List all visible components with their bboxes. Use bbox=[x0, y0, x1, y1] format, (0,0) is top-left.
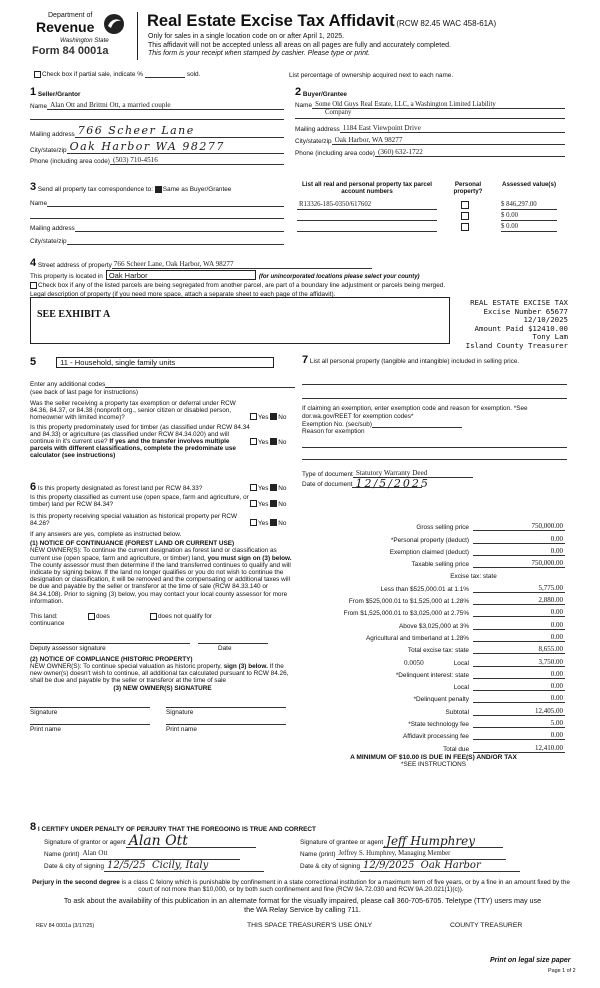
grantor-signature[interactable]: Alan Ott bbox=[126, 836, 256, 848]
technology-fee[interactable]: 5.00 bbox=[473, 719, 565, 728]
treasurer-use-only: THIS SPACE TREASURER'S USE ONLY bbox=[247, 922, 373, 929]
legal-description: SEE EXHIBIT A bbox=[37, 309, 111, 320]
assessed-value[interactable]: $ 846,297.00 bbox=[501, 201, 557, 210]
location-select[interactable]: Oak Harbor bbox=[106, 270, 256, 280]
assessed-value[interactable]: $ 0.00 bbox=[501, 212, 557, 221]
exemption-number[interactable] bbox=[372, 420, 462, 428]
agency-logo bbox=[22, 12, 132, 58]
same-as-buyer-checkbox[interactable] bbox=[155, 186, 162, 193]
timber-yes-checkbox[interactable] bbox=[250, 438, 257, 445]
excise-tier-amount[interactable]: 5,775.00 bbox=[473, 584, 565, 593]
seller-section: 1 Seller/Grantor Name Alan Ott and Brittni Ott, a married couple Mailing address 766 Scheer Lane City/state/zip Oak Harbor WA 98277 Phone (including area code) (503) 710-4516 bbox=[30, 86, 284, 165]
grantee-signature[interactable]: Jeff Humphrey bbox=[383, 836, 503, 848]
form-revision: REV 84 0001a (3/17/25) bbox=[36, 923, 95, 929]
grantor-print-name[interactable]: Alan Ott bbox=[80, 848, 240, 860]
parcel-row bbox=[297, 210, 565, 221]
delinquent-interest-local[interactable]: 0.00 bbox=[473, 682, 565, 691]
county-treasurer: COUNTY TREASURER bbox=[450, 922, 523, 929]
local-rate: 0.0050 bbox=[403, 658, 424, 667]
partial-sale-percent[interactable] bbox=[145, 71, 185, 78]
total-due[interactable]: 12,410.00 bbox=[473, 744, 565, 753]
buyer-section: 2 Buyer/Grantee Name Some Old Guys Real Estate, LLC, a Washington Limited Liability Company Mailing address 1184 East Viewpoint Drive City/state/zip Oak Harbor, WA 98277 Phone (including area code) (360) 632-1722 bbox=[295, 86, 565, 157]
parcel-number[interactable] bbox=[297, 212, 437, 221]
exemption-no-checkbox[interactable] bbox=[270, 413, 277, 420]
seller-city[interactable]: Oak Harbor WA 98277 bbox=[67, 140, 284, 154]
agency-line1: Department of bbox=[48, 12, 93, 19]
price-amount[interactable]: 0.00 bbox=[473, 535, 565, 544]
personal-property-checkbox[interactable] bbox=[461, 223, 469, 231]
seller-name[interactable]: Alan Ott and Brittni Ott, a married couple bbox=[47, 101, 284, 110]
personal-property-list[interactable] bbox=[302, 371, 567, 385]
agency-line2: Revenue bbox=[36, 19, 95, 35]
excise-tier-amount[interactable]: 8,655.00 bbox=[473, 645, 565, 654]
certification-section: 8 I CERTIFY UNDER PENALTY OF PERJURY THAT THE FOREGOING IS TRUE AND CORRECT Signature of grantor or agent Alan Ott Name (print) Alan Ott Date & city of signing 12/5/25 Cicily, Italy Signature of grantee or agent Jeff Humphrey Name (print) Jeffrey S. Humphrey, Managing Member Date & city of signing 12/9/2025 Oak Harbor bbox=[30, 821, 570, 872]
excise-tier-row: From $1,525,000.01 to $3,025,000 at 2.75% 0.00 bbox=[343, 608, 563, 618]
page-title: Real Estate Excise Tax Affidavit (RCW 82.45 WAC 458-61A) bbox=[147, 12, 497, 30]
price-amount[interactable]: 0.00 bbox=[473, 547, 565, 556]
correspondence-city[interactable] bbox=[67, 237, 284, 245]
treasurer-stamp: REAL ESTATE EXCISE TAX Excise Number 65677 12/10/2025 Amount Paid $12410.00 Tony Lam Island County Treasurer bbox=[465, 298, 568, 350]
buyer-city[interactable]: Oak Harbor, WA 98277 bbox=[332, 136, 565, 145]
partial-sale-checkbox[interactable] bbox=[34, 71, 41, 78]
parcel-number[interactable] bbox=[297, 223, 437, 232]
excise-tier-row: Less than $525,000.01 at 1.1% 5,775.00 bbox=[380, 583, 563, 593]
local-tax[interactable]: 3,750.00 bbox=[473, 658, 565, 667]
timber-no-checkbox[interactable] bbox=[270, 438, 277, 445]
legal-description-box[interactable] bbox=[30, 297, 450, 344]
forest-no-checkbox[interactable] bbox=[270, 484, 277, 491]
correspondence-name[interactable] bbox=[47, 199, 284, 207]
deputy-assessor-signature[interactable]: Deputy assessor signature bbox=[30, 643, 190, 652]
use-code-select[interactable]: 11 - Household, single family units bbox=[56, 357, 274, 368]
excise-tier-row: Total excise tax: state 8,655.00 bbox=[407, 645, 563, 655]
price-amount[interactable]: 750,000.00 bbox=[473, 559, 565, 568]
segregated-checkbox[interactable] bbox=[30, 282, 37, 289]
parcels-table: List all real and personal property tax parcel account numbers Personal property? Assessed value(s) R13326-185-0350/617602 $ 846,297.00 $ 0.00 $ 0.00 bbox=[297, 181, 565, 232]
partial-sale-row: Check box if partial sale, indicate % sold. bbox=[34, 71, 200, 78]
perjury-notice: Perjury in the second degree is a class C felony which is punishable by confinement in a state correctional institution for a maximum term of five years, or by a fine in an amount fixed by the court of not more than $10,000, or by both such confinement and fine (RCW 9A.72.030 and RCW 9A.20.021(1)(c)). bbox=[32, 879, 570, 893]
header-notes: Only for sales in a single location code on or after April 1, 2025. This affidavit will not be accepted unless all areas on all pages are fully and accurately completed. This form is your receipt when stamped by cashier. Please type or print. bbox=[148, 33, 451, 58]
price-row: Taxable selling price 750,000.00 bbox=[411, 559, 563, 569]
grantee-print-name[interactable]: Jeffrey S. Humphrey, Managing Member bbox=[336, 848, 506, 860]
buyer-phone[interactable]: (360) 632-1722 bbox=[375, 148, 565, 157]
does-checkbox[interactable] bbox=[88, 613, 95, 620]
new-owner-signature-2[interactable]: Signature bbox=[166, 707, 286, 716]
document-type[interactable]: Statutory Warranty Deed bbox=[353, 470, 473, 478]
forest-yes-checkbox[interactable] bbox=[250, 484, 257, 491]
excise-tier-amount[interactable]: 0.00 bbox=[473, 621, 565, 630]
subtotal[interactable]: 12,405.00 bbox=[473, 707, 565, 716]
correspondence-mailing[interactable] bbox=[75, 224, 284, 232]
property-street[interactable]: 766 Scheer Lane, Oak Harbor, WA 98277 bbox=[112, 260, 372, 269]
correspondence-section: 3 Send all property tax correspondence to: Same as Buyer/Grantee Name Mailing address City/state/zip bbox=[30, 181, 284, 245]
seller-mailing[interactable]: 766 Scheer Lane bbox=[75, 124, 284, 138]
use-code-section: 5 11 - Household, single family units Enter any additional codes (see back of last page for instructions) Was the seller receiving a property tax exemption or deferral under RCW 84.36, 84.37, or 84.38 (nonprofit org., senior citizen or disabled person, homeowner with limited income)? Yes No Is this property predominately used for timber (as classified under RCW 84.34 and 84.33) or agriculture (as classified under RCW 84.34.020) and will continue in it's current use? If yes and the transfer involves multiple parcels with different classifications, complete the predominate use calculator (see instructions) Yes No bbox=[30, 356, 295, 459]
assessed-value[interactable]: $ 0.00 bbox=[501, 223, 557, 232]
price-row: Gross selling price 750,000.00 bbox=[416, 522, 563, 532]
ownership-note: List percentage of ownership acquired next to each name. bbox=[289, 72, 454, 79]
excise-tier-amount[interactable]: 0.00 bbox=[473, 608, 565, 617]
parcel-row bbox=[297, 221, 565, 232]
personal-property-section: 7 List all personal property (tangible and intangible) included in selling price. If claiming an exemption, enter exemption code and reason for exemption. *See dor.wa.gov/REET for exemption codes* Exemption No. (sec/sub) Reason for exemption Type of document Statutory Warranty Deed Date of document 12/5/2025 bbox=[302, 357, 567, 488]
paper-size-note: Print on legal size paper bbox=[490, 957, 571, 964]
current-use-no-checkbox[interactable] bbox=[270, 500, 277, 507]
additional-codes[interactable] bbox=[105, 380, 295, 388]
excise-tier-amount[interactable]: 2,880.00 bbox=[473, 596, 565, 605]
personal-property-checkbox[interactable] bbox=[461, 212, 469, 220]
buyer-name[interactable]: Some Old Guys Real Estate, LLC, a Washington Limited Liability bbox=[312, 101, 565, 109]
seller-phone[interactable]: (503) 710-4516 bbox=[110, 156, 284, 165]
new-owner-signature-1[interactable]: Signature bbox=[30, 707, 150, 716]
affidavit-fee[interactable]: 0.00 bbox=[473, 731, 565, 740]
excise-tier-row: Agricultural and timberland at 1.28% 0.00 bbox=[365, 632, 563, 642]
designation-section: 6 Is this property designated as forest land per RCW 84.33? Yes No Is this property classified as current use (open space, farm and agriculture, or timber) land per RCW 84.34? Yes No Is this property receiving special valuation as historical property per RCW 84.26? Yes No If any answers are yes, complete as instructed below. (1) NOTICE OF CONTINUANCE (FOREST LAND OR CURRENT USE) NEW OWNER(S): To continue the current designation as forest land or classification as current use (open space, farm and agriculture, or timber) land, you must sign on (3) below. The county assessor must then determine if the land transferred continues to qualify and will indicate by signing below. If the land no longer qualifies or you do not wish to continue the designation or classification, it will be removed and the compensating or additional taxes will be due and payable by the seller or transferor at the time of sale (RCW 84.33.140 or 84.34.108). Prior to signing (3) below, you may contact your local county assessor for more information. This land: does does not qualify for continuance Deputy assessor signature Date (2) NOTICE OF COMPLIANCE (HISTORIC PROPERTY) NEW OWNER(S): To continue special valuation as historic property, sign (3) below. If the new owner(s) doesn't wish to continue, all additional tax calculated pursuant to RCW 84.26, shall be due and payable by the seller or transferor at the time of sale (3) NEW OWNER(S) SIGNATURE Signature Signature Print name Print name bbox=[30, 481, 292, 733]
buyer-mailing[interactable]: 1184 East Viewpoint Drive bbox=[340, 124, 565, 133]
current-use-yes-checkbox[interactable] bbox=[250, 500, 257, 507]
page-number: Page 1 of 2 bbox=[548, 968, 576, 974]
does-not-checkbox[interactable] bbox=[150, 613, 157, 620]
excise-tier-row: Above $3,025,000 at 3% 0.00 bbox=[399, 620, 563, 630]
price-row: Exemption claimed (deduct) 0.00 bbox=[389, 546, 563, 556]
grantee-date-city[interactable]: 12/9/2025 Oak Harbor bbox=[360, 860, 520, 872]
property-section: 4 Street address of property 766 Scheer Lane, Oak Harbor, WA 98277 This property is located in Oak Harbor (for unincorporated locations please select your county) Check box if any of the listed parcels are being segregated from another parcel, are part of a boundary line adjustment or parcels being merged. Legal description of property (if you need more space, attach a separate sheet to each page of the affidavit). bbox=[30, 257, 446, 298]
price-row: *Personal property (deduct) 0.00 bbox=[390, 534, 563, 544]
tax-calculation: Gross selling price 750,000.00 *Personal property (deduct) 0.00 Exemption claimed (deduct) 0.00 Taxable selling price 750,000.00 Excise tax: state Less than $525,000.01 at 1.1% 5,775.00 From $525,000.01 to $1,525,000 at 1.28% 2,880.00 From $1,525,000.01 to $3,025,000 at 2.75% 0.00 Above $3,025,000 at 3% 0.00 Agricultural and timberland at 1.28% 0.00 Total excise tax: state 8,655.00 0.0050 Local 3,750.00 *Delinquent interest: state 0.00 Local 0.00 *Delinquent penalty 0.00 Subtotal 12,405.00 *State technology fee 5.00 Affidavit processing fee 0.00 Total due 12,410.00 A MINIMUM OF $10.00 IS DUE IN FEE(S) AND/OR TAX *SEE INSTRUCTIONS bbox=[302, 519, 565, 768]
delinquent-penalty[interactable]: 0.00 bbox=[473, 694, 565, 703]
parcel-number[interactable]: R13326-185-0350/617602 bbox=[297, 201, 437, 210]
delinquent-interest-state[interactable]: 0.00 bbox=[473, 670, 565, 679]
parcel-row bbox=[297, 199, 565, 210]
excise-tier-row: From $525,000.01 to $1,525,000 at 1.28% 2,880.00 bbox=[348, 596, 563, 606]
exemption-reason[interactable] bbox=[302, 436, 567, 448]
historic-no-checkbox[interactable] bbox=[270, 519, 277, 526]
revenue-swoosh-icon bbox=[103, 13, 125, 35]
personal-property-checkbox[interactable] bbox=[461, 201, 469, 209]
form-number: Form 84 0001a bbox=[32, 45, 109, 57]
price-amount[interactable]: 750,000.00 bbox=[473, 522, 565, 531]
document-date[interactable]: 12/5/2025 bbox=[352, 480, 422, 488]
grantor-date-city[interactable]: 12/5/25 Cicily, Italy bbox=[104, 860, 264, 872]
agency-line3: Washington State bbox=[60, 37, 109, 44]
accessibility-notice: To ask about the availability of this publication in an alternate format for the visually impaired, please call 360-705-6705. Teletype (TTY) users may use the WA Relay Service by calling 711. bbox=[63, 896, 542, 914]
exemption-yes-checkbox[interactable] bbox=[250, 413, 257, 420]
excise-tier-amount[interactable]: 0.00 bbox=[473, 633, 565, 642]
historic-yes-checkbox[interactable] bbox=[250, 519, 257, 526]
